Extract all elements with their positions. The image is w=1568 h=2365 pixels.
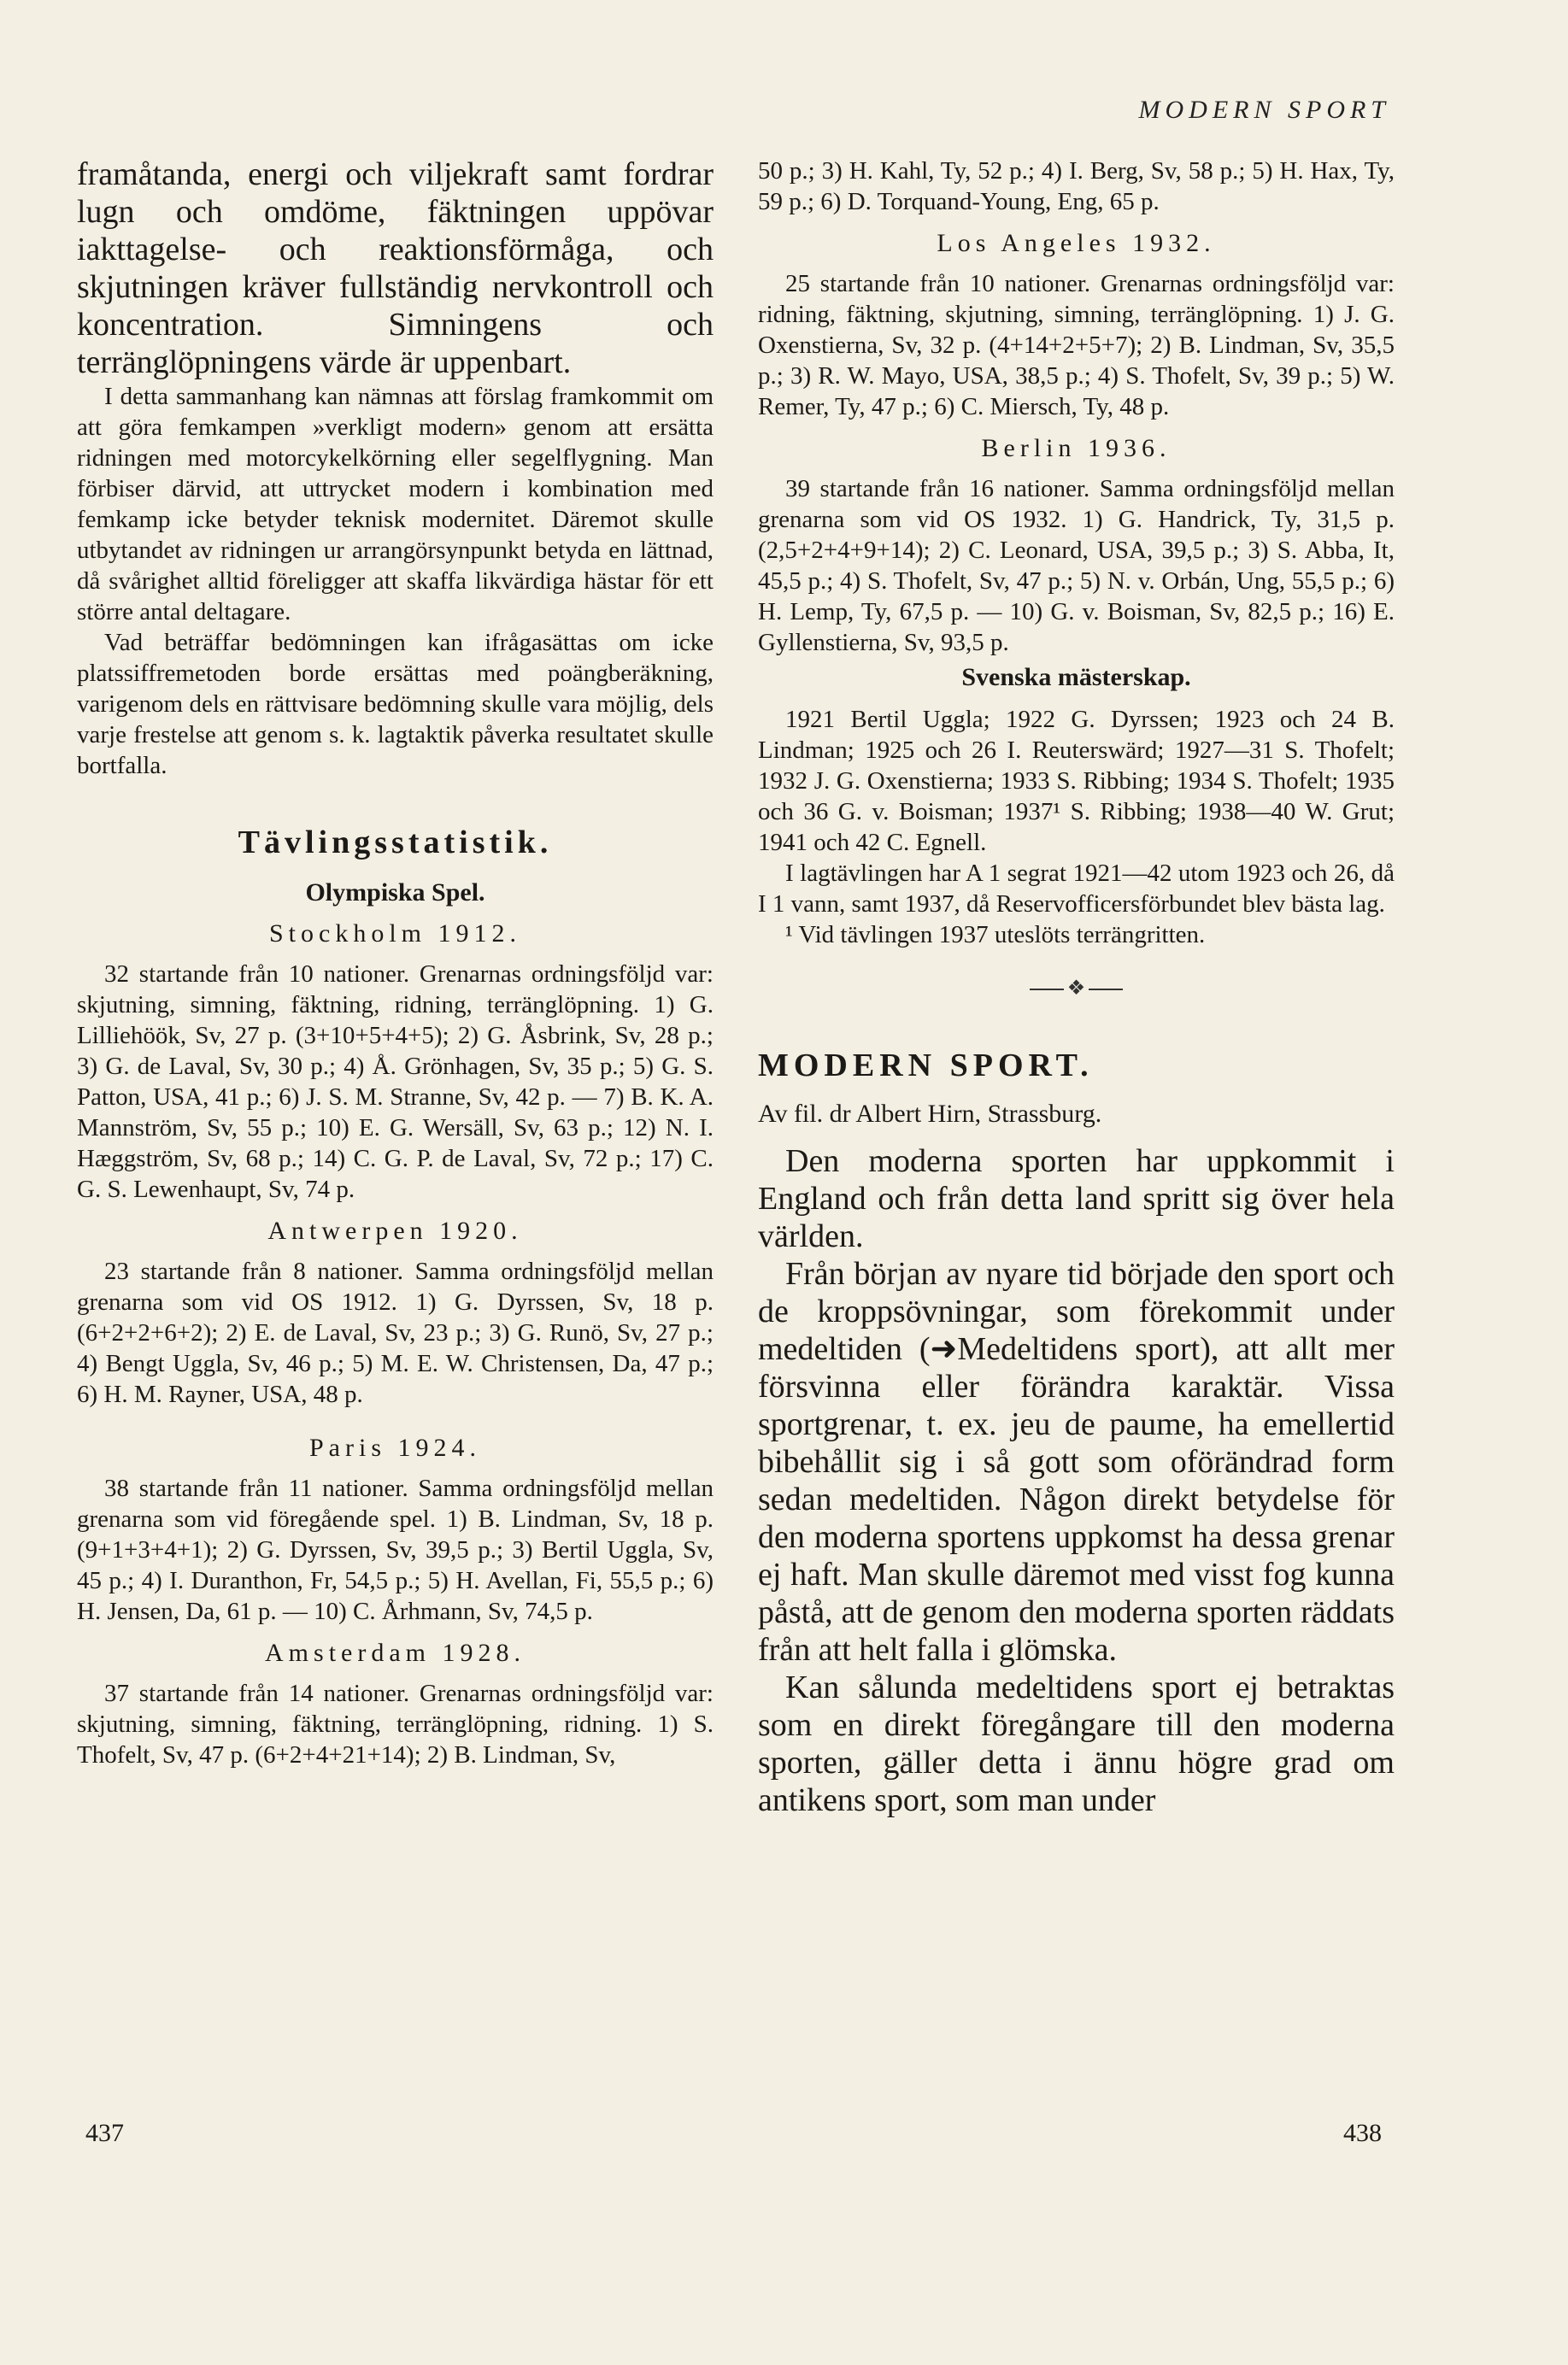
results-antwerpen-1920: 23 startande från 8 nationer. Samma ordningsföljd mellan grenarna som vid OS 1912. 1) G. Dyrssen, Sv, 18 p. (6+2+2+6+2); 2) E. de Laval, Sv, 23 p.; 3) G. Runö, Sv, 27 p.; 4) Bengt Uggla, Sv, 46 p.; 5) M. E. W. Christensen, Da, 47 p.; 6) H. M. Rayner, USA, 48 p.	[77, 1258, 714, 1408]
swedish-championships-list: 1921 Bertil Uggla; 1922 G. Dyrssen; 1923 och 24 B. Lindman; 1925 och 26 I. Reuterswärd; 1927—31 S. Thofelt; 1932 J. G. Oxenstierna; 1933 S. Ribbing; 1934 S. Thofelt; 1935 och 36 G. v. Boisman; 1937¹ S. Ribbing; 1938—40 W. Grut; 1941 och 42 C. Egnell.	[758, 706, 1395, 856]
results-stockholm-1912: 32 startande från 10 nationer. Grenarnas ordningsföljd var: skjutning, simning, fäktning, ridning, terränglöpning. 1) G. Lilliehöök, Sv, 27 p. (3+10+5+4+5); 2) G. Åsbrink, Sv, 28 p.; 3) G. de Laval, Sv, 30 p.; 4) Å. Grönhagen, Sv, 35 p.; 5) G. S. Patton, USA, 41 p.; 6) J. S. M. Stranne, Sv, 42 p. — 7) B. K. A. Mannström, Sv, 55 p.; 10) E. G. Wersäll, Sv, 63 p.; 12) N. I. Hæggström, Sv, 68 p.; 14) C. G. P. de Laval, Sv, 72 p.; 17) C. G. S. Lewenhaupt, Sv, 74 p.	[77, 960, 714, 1203]
article-byline: Av fil. dr Albert Hirn, Strassburg.	[758, 1100, 1102, 1128]
section-divider	[758, 976, 1395, 1001]
results-berlin-1936: 39 startande från 16 nationer. Samma ordningsföljd mellan grenarna som vid OS 1932. 1) G. Handrick, Ty, 31,5 p. (2,5+2+4+9+14); 2) C. Leonard, USA, 39,5 p.; 3) S. Abba, It, 45,5 p.; 4) S. Thofelt, Sv, 47 p.; 5) N. v. Orbán, Ung, 55,5 p.; 6) H. Lemp, Ty, 67,5 p. — 10) G. v. Boisman, Sv, 82,5 p.; 16) E. Gyllenstierna, Sv, 93,5 p.	[758, 475, 1395, 656]
results-amsterdam-1928: 37 startande från 14 nationer. Grenarnas ordningsföljd var: skjutning, simning, fäktning, terränglöpning, ridning. 1) S. Thofelt, Sv, 47 p. (6+2+4+21+14); 2) B. Lindman, Sv,	[77, 1680, 714, 1769]
section-heading-statistics: Tävlingsstatistik.	[238, 825, 553, 860]
team-competition-paragraph: I lagtävlingen har A 1 segrat 1921—42 utom 1923 och 26, då I 1 vann, samt 1937, då Reservofficersförbundet blev bästa lag.	[758, 860, 1395, 918]
results-paris-1924: 38 startande från 11 nationer. Samma ordningsföljd mellan grenarna som vid föregående spel. 1) B. Lindman, Sv, 18 p. (9+1+3+4+1); 2) G. Dyrssen, Sv, 39,5 p.; 3) Bertil Uggla, Sv, 45 p.; 4) I. Duranthon, Fr, 54,5 p.; 5) H. Avellan, Fi, 55,5 p.; 6) H. Jensen, Da, 61 p. — 10) C. Århmann, Sv, 74,5 p.	[77, 1475, 714, 1625]
results-los-angeles-1932: 25 startande från 10 nationer. Grenarnas ordningsföljd var: ridning, fäktning, skjutning, simning, terränglöpning. 1) J. G. Oxenstierna, Sv, 32 p. (4+14+2+5+7); 2) B. Lindman, Sv, 35,5 p.; 3) R. W. Mayo, USA, 38,5 p.; 4) S. Thofelt, Sv, 39 p.; 5) W. Remer, Ty, 47 p.; 6) C. Miersch, Ty, 48 p.	[758, 270, 1395, 420]
paragraph-judging: Vad beträffar bedömningen kan ifrågasättas om icke platssiffremetoden borde ersättas med poängberäkning, varigenom dels en rättvisare bedömning skulle vara möjlig, dels varje frestelse att genom s. k. lagtaktik påverka resultatet skulle bortfalla.	[77, 629, 714, 779]
footnote: ¹ Vid tävlingen 1937 uteslöts terrängritten.	[785, 921, 1206, 948]
page-number-right: 438	[1343, 2119, 1382, 2147]
heading-berlin-1936: Berlin 1936.	[981, 434, 1172, 462]
subheading-olympic-games: Olympiska Spel.	[305, 878, 485, 907]
heading-paris-1924: Paris 1924.	[309, 1434, 481, 1462]
intro-paragraph: framåtanda, energi och viljekraft samt fordrar lugn och omdöme, fäktningen uppövar iakttagelse- och reaktionsförmåga, och skjutningen kräver fullständig nervkontroll och koncentration. Simningens och terränglöpningens värde är uppenbart.	[77, 156, 714, 380]
article-paragraph-3: Kan sålunda medeltidens sport ej betraktas som en direkt föregångare till den moderna sporten, gäller detta i ännu högre grad om antikens sport, som man under	[758, 1670, 1395, 1818]
left-page-column	[77, 156, 714, 1770]
heading-los-angeles-1932: Los Angeles 1932.	[937, 229, 1216, 257]
heading-antwerpen-1920: Antwerpen 1920.	[267, 1217, 523, 1245]
page-number-left: 437	[85, 2119, 124, 2147]
heading-stockholm-1912: Stockholm 1912.	[268, 919, 521, 948]
article-paragraph-1: Den moderna sporten har uppkommit i England och från detta land spritt sig över hela världen.	[758, 1143, 1395, 1254]
running-head: MODERN SPORT	[1138, 96, 1390, 124]
divider-line-left	[1030, 989, 1064, 990]
subheading-swedish-championships: Svenska mästerskap.	[961, 663, 1191, 691]
results-amsterdam-1928-continued: 50 p.; 3) H. Kahl, Ty, 52 p.; 4) I. Berg, Sv, 58 p.; 5) H. Hax, Ty, 59 p.; 6) D. Torquand-Young, Eng, 65 p.	[758, 157, 1395, 215]
article-paragraph-2: Från början av nyare tid började den sport och de kroppsövningar, som förekommit under medeltiden (➜Medeltidens sport), att allt mer försvinna eller förändra karaktär. Vissa sportgrenar, t. ex. jeu de paume, ha emellertid bibehållit sig i så gott som oförändrad form sedan medeltiden. Någon direkt betydelse för den moderna sportens uppkomst ha dessa grenar ej haft. Man skulle däremot med visst fog kunna påstå, att de genom den moderna sporten räddats från att helt falla i glömska.	[758, 1256, 1395, 1668]
heading-amsterdam-1928: Amsterdam 1928.	[265, 1639, 526, 1667]
paragraph-femkamp-proposal: I detta sammanhang kan nämnas att förslag framkommit om att göra femkampen »verkligt modern» genom att ersätta ridningen med motorcykelkörning eller segelflygning. Man förbiser därvid, att uttrycket modern i kombination med femkamp icke betyder teknisk modernitet. Däremot skulle utbytandet av ridningen ur arrangörsynpunkt betyda en lättnad, då svårighet alltid föreligger att skaffa likvärdiga hästar för ett större antal deltagare.	[77, 383, 714, 625]
divider-line-right	[1089, 989, 1123, 990]
ornament-icon: ❖	[1066, 977, 1086, 1000]
article-title: MODERN SPORT.	[758, 1048, 1094, 1083]
right-page-column	[758, 156, 1395, 1819]
